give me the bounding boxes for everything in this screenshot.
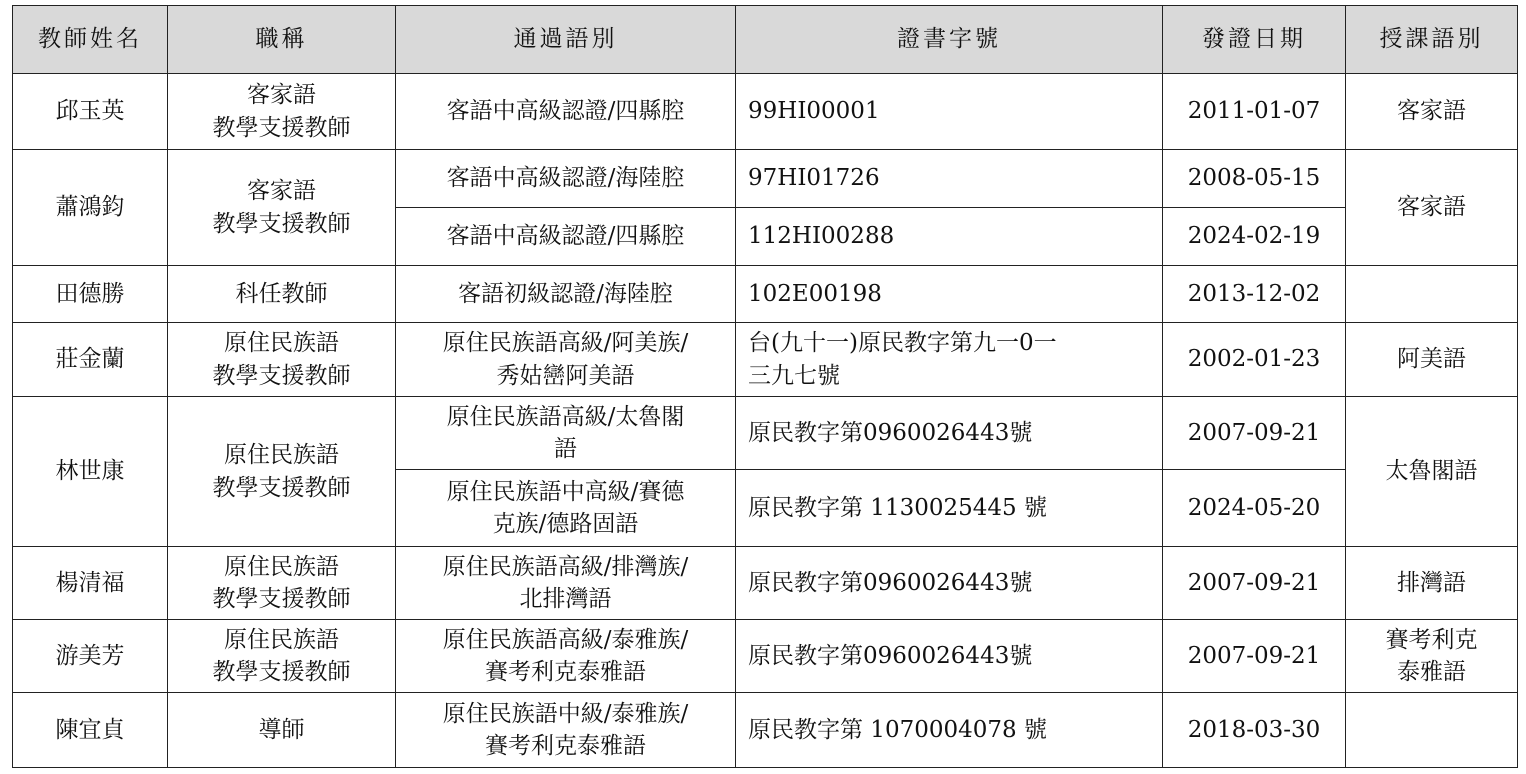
passed-language-line: 克族/德路固語 <box>492 511 639 537</box>
table-row <box>13 397 1518 470</box>
passed-language <box>396 397 736 470</box>
teaching-language <box>1346 547 1518 620</box>
passed-language <box>396 74 736 150</box>
passed-language-line: 原住民族語高級/泰雅族/ <box>442 626 689 653</box>
passed-language <box>396 547 736 620</box>
passed-language-line: 原住民族語中高級/賽德 <box>446 478 685 505</box>
certificate-number-line: 112HI00288 <box>748 223 895 250</box>
job-title-line: 教學支援教師 <box>212 114 351 141</box>
issue-date: 2013-12-02 <box>1163 266 1346 323</box>
passed-language <box>396 208 736 266</box>
job-title-line: 教學支援教師 <box>212 586 351 612</box>
teaching-language <box>1346 323 1518 397</box>
certificate-number <box>736 693 1163 768</box>
passed-language-line: 客語中高級認證/四縣腔 <box>446 223 685 250</box>
passed-language <box>396 620 736 693</box>
header-certificate-number: 證書字號 <box>736 6 1163 74</box>
certificate-number-line: 原民教字第0960026443號 <box>748 419 1033 446</box>
job-title <box>168 323 396 397</box>
passed-language-line: 賽考利克泰雅語 <box>485 659 646 685</box>
header-row <box>13 6 1518 74</box>
job-title <box>168 74 396 150</box>
passed-language <box>396 323 736 397</box>
job-title-line: 原住民族語 <box>224 553 339 580</box>
teaching-language <box>1346 74 1518 150</box>
job-title-line: 教學支援教師 <box>212 474 351 501</box>
header-teacher-name: 教師姓名 <box>13 6 168 74</box>
issue-date: 2007-09-21 <box>1163 620 1346 693</box>
issue-date: 2024-05-20 <box>1163 470 1346 547</box>
job-title-line: 導師 <box>258 716 305 743</box>
certificate-number <box>736 150 1163 208</box>
certificate-number <box>736 74 1163 150</box>
teaching-language-line: 排灣語 <box>1397 569 1466 596</box>
job-title <box>168 620 396 693</box>
passed-language-line: 北排灣語 <box>519 586 612 612</box>
job-title-line: 教學支援教師 <box>212 362 351 389</box>
teacher-name: 楊清福 <box>13 547 168 620</box>
teaching-language <box>1346 150 1518 266</box>
passed-language-line: 賽考利克泰雅語 <box>485 733 646 759</box>
teaching-language-line: 客家語 <box>1397 98 1466 125</box>
certificate-number-line: 97HI01726 <box>748 165 880 192</box>
passed-language <box>396 150 736 208</box>
certificate-number-line: 102E00198 <box>748 280 882 307</box>
issue-date: 2008-05-15 <box>1163 150 1346 208</box>
certificate-number <box>736 397 1163 470</box>
teaching-language <box>1346 693 1518 768</box>
table-row <box>13 150 1518 208</box>
passed-language <box>396 693 736 768</box>
passed-language-line: 原住民族語高級/太魯閣 <box>446 403 685 430</box>
table-row <box>13 74 1518 150</box>
job-title <box>168 397 396 547</box>
job-title <box>168 150 396 266</box>
job-title-line: 原住民族語 <box>224 330 339 357</box>
teaching-language-line: 泰雅語 <box>1397 659 1466 685</box>
certificate-number <box>736 266 1163 323</box>
job-title-line: 原住民族語 <box>224 626 339 653</box>
passed-language-line: 客語中高級認證/四縣腔 <box>446 98 685 125</box>
header-issue-date: 發證日期 <box>1163 6 1346 74</box>
certificate-number <box>736 323 1163 397</box>
job-title-line: 科任教師 <box>235 280 328 307</box>
certificate-number-line: 99HI00001 <box>748 98 880 125</box>
certificate-number <box>736 208 1163 266</box>
table-row <box>13 266 1518 323</box>
issue-date: 2007-09-21 <box>1163 547 1346 620</box>
certificate-number-line: 原民教字第0960026443號 <box>748 642 1033 669</box>
certificate-number-line: 原民教字第 1130025445 號 <box>748 494 1047 521</box>
certificate-number <box>736 547 1163 620</box>
issue-date: 2007-09-21 <box>1163 397 1346 470</box>
certificate-number-line: 原民教字第0960026443號 <box>748 569 1033 596</box>
passed-language-line: 秀姑巒阿美語 <box>496 362 635 389</box>
job-title <box>168 266 396 323</box>
teaching-language-line: 客家語 <box>1397 194 1466 221</box>
certificate-number-line: 三九七號 <box>748 362 840 389</box>
job-title-line: 客家語 <box>247 178 316 205</box>
header-teaching-language: 授課語別 <box>1346 6 1518 74</box>
certificate-number <box>736 620 1163 693</box>
passed-language-line: 客語中高級認證/海陸腔 <box>446 165 685 192</box>
teacher-name: 林世康 <box>13 397 168 547</box>
passed-language-line: 原住民族語高級/阿美族/ <box>442 330 689 357</box>
certificate-number <box>736 470 1163 547</box>
issue-date: 2011-01-07 <box>1163 74 1346 150</box>
job-title <box>168 693 396 768</box>
passed-language <box>396 266 736 323</box>
teacher-name: 莊金蘭 <box>13 323 168 397</box>
teaching-language <box>1346 266 1518 323</box>
teaching-language <box>1346 397 1518 547</box>
job-title <box>168 547 396 620</box>
teacher-name: 陳宜貞 <box>13 693 168 768</box>
teacher-name: 田德勝 <box>13 266 168 323</box>
table-row <box>13 620 1518 693</box>
job-title-line: 原住民族語 <box>224 442 339 469</box>
job-title-line: 教學支援教師 <box>212 659 351 685</box>
certificate-number-line: 台(九十一)原民教字第九一0一 <box>748 330 1057 357</box>
teaching-language-line: 賽考利克 <box>1385 626 1478 653</box>
passed-language-line: 客語初級認證/海陸腔 <box>458 280 673 307</box>
certificate-number-line: 原民教字第 1070004078 號 <box>748 716 1047 743</box>
issue-date: 2002-01-23 <box>1163 323 1346 397</box>
issue-date: 2018-03-30 <box>1163 693 1346 768</box>
header-job-title: 職稱 <box>168 6 396 74</box>
teacher-name: 游美芳 <box>13 620 168 693</box>
teacher-certification-table <box>12 5 1518 768</box>
teacher-name: 邱玉英 <box>13 74 168 150</box>
passed-language-line: 語 <box>554 436 577 462</box>
passed-language-line: 原住民族語高級/排灣族/ <box>442 553 689 580</box>
table-row <box>13 693 1518 768</box>
table-row <box>13 547 1518 620</box>
header-passed-language: 通過語別 <box>396 6 736 74</box>
passed-language <box>396 470 736 547</box>
teaching-language <box>1346 620 1518 693</box>
teaching-language-line: 阿美語 <box>1397 346 1466 373</box>
teaching-language-line: 太魯閣語 <box>1385 458 1478 485</box>
table-row <box>13 323 1518 397</box>
teacher-name: 蕭鴻鈞 <box>13 150 168 266</box>
issue-date: 2024-02-19 <box>1163 208 1346 266</box>
job-title-line: 教學支援教師 <box>212 210 351 237</box>
job-title-line: 客家語 <box>247 82 316 109</box>
passed-language-line: 原住民族語中級/泰雅族/ <box>442 700 689 727</box>
